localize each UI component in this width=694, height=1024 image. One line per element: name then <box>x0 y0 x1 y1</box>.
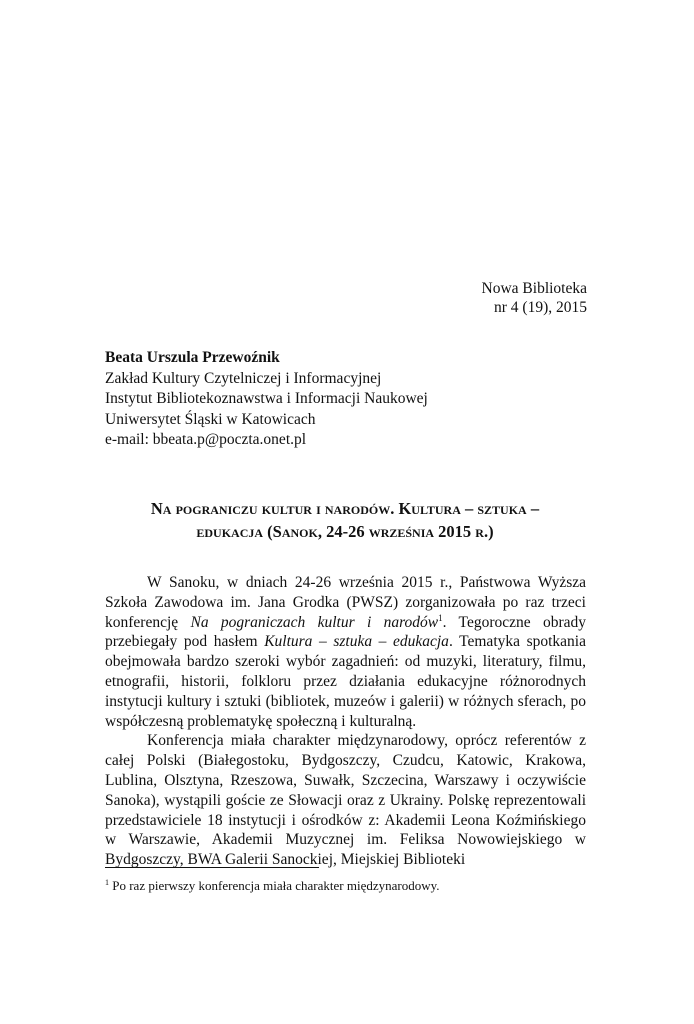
article-body <box>105 573 586 870</box>
article-title <box>90 497 600 543</box>
author-affiliation-university: Uniwersytet Śląski w Katowicach <box>105 410 316 428</box>
body-paragraph-2: Konferencja miała charakter międzynarodowy, oprócz referentów z całej Polski (Białegostoku, Bydgoszczy, Czudcu, Katowic, Krakowa, Lublina, Olsztyna, Rzeszowa, Suwałk, Szczecina, Warszawy i oczywiście Sanoka), wystąpili goście ze Słowacji oraz z Ukrainy. Polskę reprezentowali przedstawiciele 18 instytucji i ośrodków z: Akademii Leona Koźmińskiego w Warszawie, Akademii Muzycznej im. Feliksa Nowowiejskiego w Bydgoszczy, BWA Galerii Sanockiej, Miejskiej Biblioteki <box>105 732 586 869</box>
journal-header <box>482 279 587 317</box>
author-affiliation-institute: Instytut Bibliotekoznawstwa i Informacji Naukowej <box>105 390 428 407</box>
footnote-reference: 1 <box>438 612 443 623</box>
paragraph-1-text-b: . Tegoroczne obrady przebiegały pod hasłem <box>105 613 586 651</box>
author-affiliation-department: Zakład Kultury Czytelniczej i Informacyjnej <box>105 369 382 387</box>
article-title-line-2: edukacja (Sanok, 24-26 września 2015 r.) <box>196 522 494 541</box>
conference-title-italic: Na pograniczach kultur i narodów <box>190 613 439 631</box>
footnote <box>105 877 440 894</box>
author-email: e-mail: bbeata.p@poczta.onet.pl <box>105 431 307 448</box>
footnote-text: Po raz pierwszy konferencja miała charakter międzynarodowy. <box>109 878 440 893</box>
author-name: Beata Urszula Przewoźnik <box>105 349 280 366</box>
paragraph-1-text-a: W Sanoku, w dniach 24-26 września 2015 r., Państwowa Wyższa Szkoła Zawodowa im. Jana Grodka (PWSZ) zorganizowała po raz trzeci konferencję <box>105 574 586 631</box>
journal-issue: nr 4 (19), 2015 <box>494 299 587 316</box>
author-block <box>105 348 428 451</box>
conference-theme-italic: Kultura – sztuka – edukacja <box>264 633 449 651</box>
paragraph-1-text-c: . Tematyka spotkania obejmowała bardzo szeroki wybór zagadnień: od muzyki, literatury, filmu, etnografii, historii, folkloru przez działania edukacyjne różnorodnych instytucji kultury i sztuki (bibliotek, muzeów i galerii) w różnych sferach, po współczesną problematykę społeczną i kulturalną. <box>105 633 586 730</box>
footnote-marker: 1 <box>105 878 109 887</box>
article-title-line-1: Na pograniczu kultur i narodów. Kultura – sztuka – <box>150 499 540 518</box>
footnote-divider <box>105 867 319 868</box>
journal-name: Nowa Biblioteka <box>481 280 587 297</box>
body-paragraph-1 <box>105 573 586 731</box>
